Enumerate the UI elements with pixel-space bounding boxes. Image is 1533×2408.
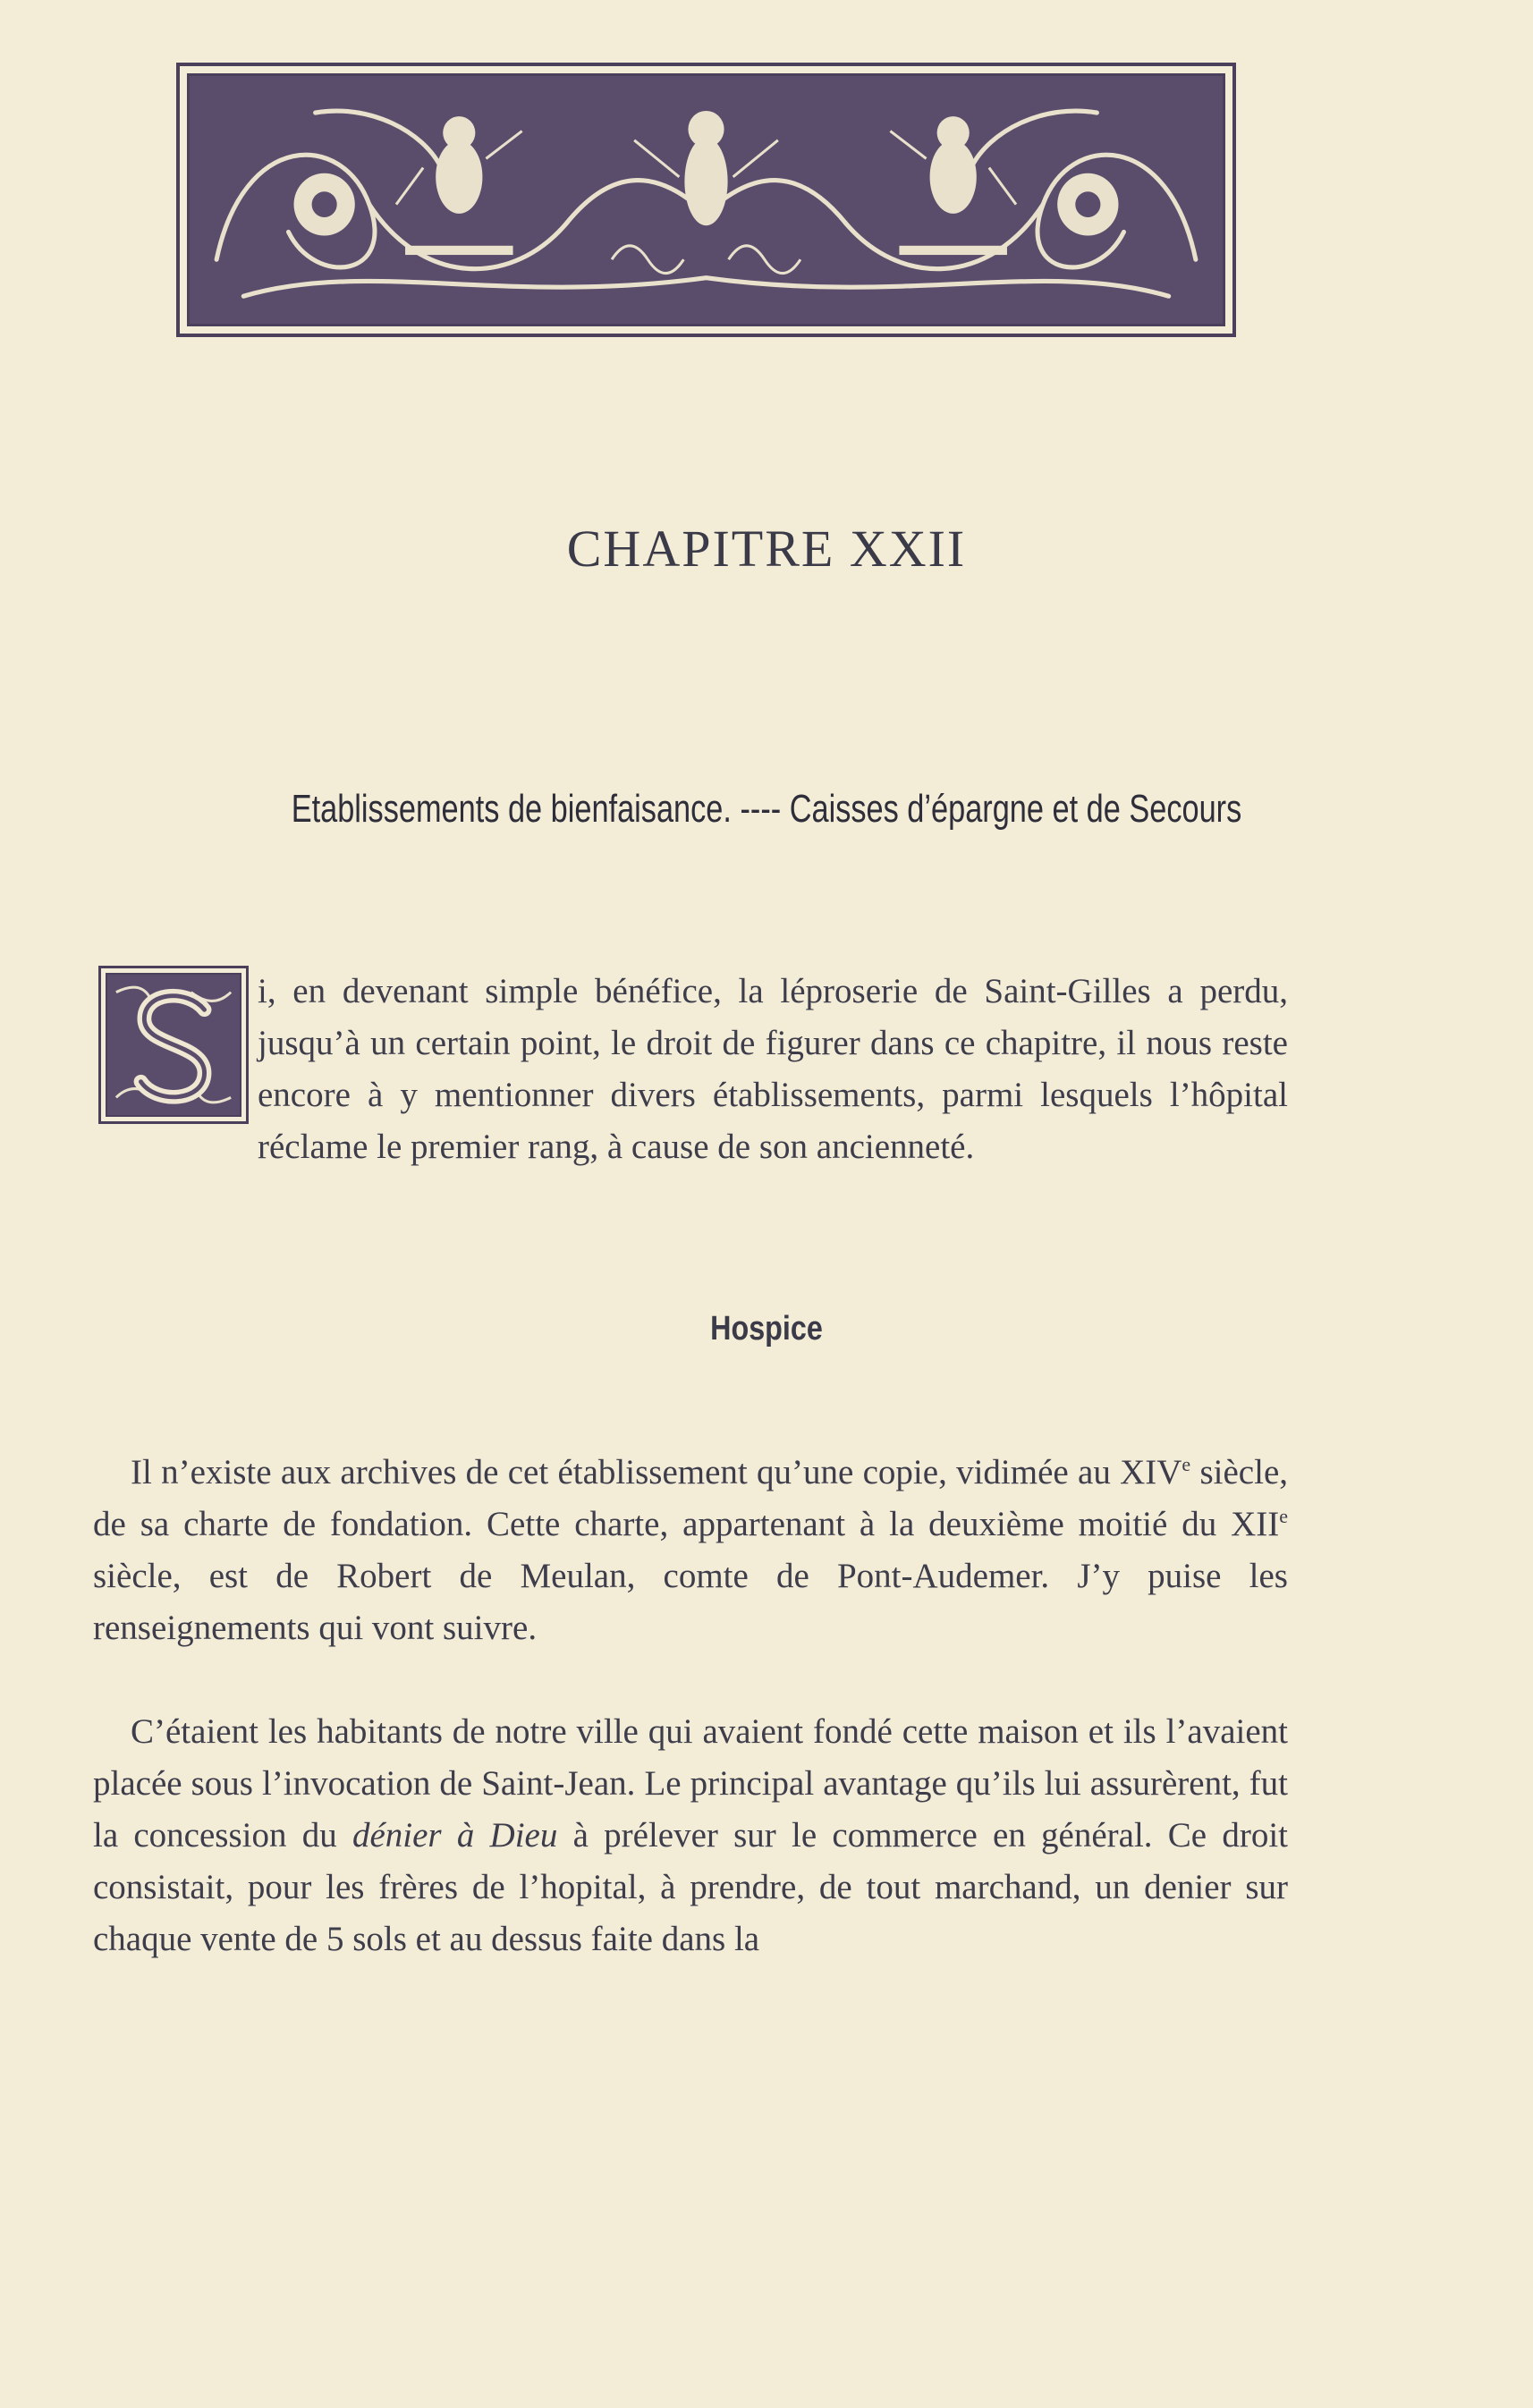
ornamental-headpiece (176, 63, 1236, 337)
dropcap-s-icon (107, 975, 240, 1115)
chapter-title: CHAPITRE XXII (566, 520, 967, 578)
chapter-subtitle: Etablissements de bienfaisance. ---- Caisses d’épargne et de Secours (291, 787, 1242, 831)
ornament-engraving-icon (190, 76, 1223, 324)
paragraph-intro (93, 966, 1288, 1173)
paragraph-charter: Il n’existe aux archives de cet établissement qu’une copie, vidimée au XIVe siècle, de sa charte de fondation. Cette charte, appartenant à la deuxième moitié du XIIe siècle, est de Robert de Meulan, comte de Pont-Audemer. J’y puise les renseignements qui vont suivre. (93, 1453, 1288, 1647)
italic-term: dénier à Dieu (351, 1816, 558, 1855)
ornamental-dropcap (98, 966, 249, 1124)
paragraph-founding: C’étaient les habitants de notre ville qui avaient fondé cette maison et ils l’avaient placée sous l’invocation de Saint-Jean. Le principal avantage qu’ils lui assurèrent, fut la concession du dénier à Dieu à prélever sur le commerce en général. Ce droit consistait, pour les frères de l’hopital, à prendre, de tout marchand, un denier sur chaque vente de 5 sols et au dessus faite dans la (93, 1712, 1288, 1958)
paragraph-intro-text: i, en devenant simple bénéfice, la léproserie de Saint-Gilles a perdu, jusqu’à un certain point, le droit de figurer dans ce chapitre, il nous reste encore à y mentionner divers établissements, parmi lesquels l’hôpital réclame le premier rang, à cause de son ancienneté. (258, 972, 1288, 1166)
section-heading: Hospice (710, 1310, 823, 1348)
